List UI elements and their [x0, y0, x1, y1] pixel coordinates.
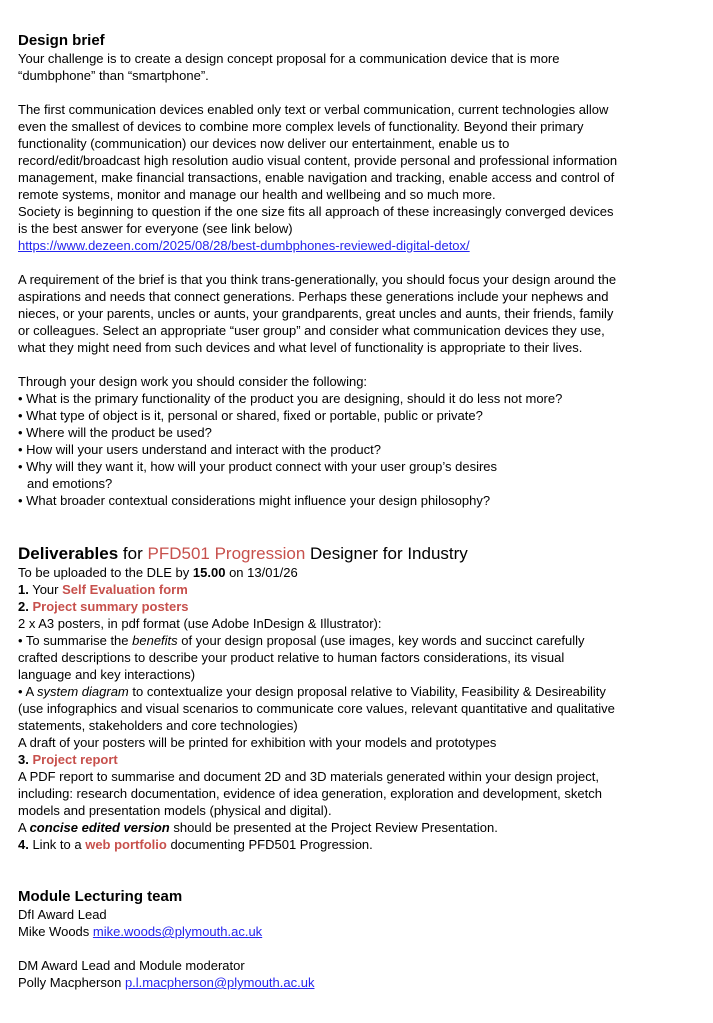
blank-line	[18, 254, 697, 271]
text-segment: models and presentation models (physical and digital).	[18, 803, 332, 818]
text-line	[18, 802, 697, 819]
text-segment: Your	[28, 582, 63, 597]
blank-line	[18, 356, 697, 373]
text-line	[18, 957, 697, 974]
text-line	[18, 203, 697, 220]
text-line	[18, 564, 697, 581]
text-line	[18, 906, 697, 923]
text-line	[18, 169, 697, 186]
text-segment: on 13/01/26	[225, 565, 298, 580]
text-segment: Polly Macpherson	[18, 975, 125, 990]
text-segment: of your design proposal (use images, key words and succinct carefully	[177, 633, 585, 648]
bullet-item	[18, 458, 697, 475]
text-segment: “dumbphone” than “smartphone”.	[18, 68, 209, 83]
text-segment: • A	[18, 684, 38, 699]
text-line	[18, 50, 697, 67]
text-segment: Through your design work you should consider the following:	[18, 374, 368, 389]
text-line	[18, 288, 697, 305]
text-line	[18, 186, 697, 203]
text-segment: 1.	[18, 582, 29, 597]
text-segment: remote systems, monitor and manage our health and wellbeing and so much more.	[18, 187, 496, 202]
text-line	[18, 339, 697, 356]
text-segment: including: research documentation, evidence of idea generation, exploration and development, sketch	[18, 786, 602, 801]
text-segment: The first communication devices enabled only text or verbal communication, current technologies allow	[18, 102, 609, 117]
text-line	[18, 649, 697, 666]
text-segment: 4.	[18, 837, 29, 852]
bullet-item	[18, 492, 697, 509]
text-segment: for	[118, 544, 148, 563]
text-segment: Designer for Industry	[305, 544, 468, 563]
bullet-item-continuation	[18, 475, 697, 492]
blank-line	[18, 940, 697, 957]
polly-macpherson-email-link[interactable]: p.l.macpherson@plymouth.ac.uk	[124, 975, 315, 990]
module-lecturing-team-heading	[18, 887, 697, 906]
deliverable-item-2	[18, 598, 697, 615]
text-segment: A	[18, 820, 30, 835]
text-segment: • How will your users understand and interact with the product?	[18, 442, 381, 457]
text-segment: • What broader contextual considerations might influence your design philosophy?	[18, 493, 491, 508]
deliverable-item-1	[18, 581, 697, 598]
text-segment: Link to a	[28, 837, 86, 852]
text-segment: language and key interactions)	[18, 667, 196, 682]
text-segment: and emotions?	[27, 476, 113, 491]
text-line	[18, 305, 697, 322]
deliverable-item-4	[18, 836, 697, 853]
text-segment: Module Lecturing team	[18, 888, 183, 905]
text-segment: To be uploaded to the DLE by	[18, 565, 193, 580]
text-line	[18, 615, 697, 632]
text-segment: to contextualize your design proposal relative to Viability, Feasibility & Desireability	[128, 684, 606, 699]
text-line	[18, 220, 697, 237]
dezeen-article-link[interactable]: https://www.dezeen.com/2025/08/28/best-dumbphones-reviewed-digital-detox/	[18, 238, 470, 253]
text-line	[18, 101, 697, 118]
deliverables-heading	[18, 543, 697, 564]
text-segment: 2.	[18, 599, 29, 614]
text-segment: Project report	[32, 752, 118, 767]
text-segment: statements, stakeholders and core technologies)	[18, 718, 298, 733]
text-segment: record/edit/broadcast high resolution audio visual content, provide personal and professional information	[18, 153, 618, 168]
text-segment: Design brief	[18, 32, 105, 49]
text-segment: functionality (communication) our devices now deliver our entertainment, enable us to	[18, 136, 510, 151]
text-segment: Your challenge is to create a design concept proposal for a communication device that is more	[18, 51, 560, 66]
text-line	[18, 135, 697, 152]
text-line	[18, 974, 697, 991]
text-segment: system diagram	[37, 684, 129, 699]
blank-line	[18, 526, 697, 543]
text-segment: • What is the primary functionality of the product you are designing, should it do less not more?	[18, 391, 563, 406]
text-segment: crafted descriptions to describe your product relative to human factors considerations, its visual	[18, 650, 565, 665]
bullet-item	[18, 424, 697, 441]
text-line	[18, 67, 697, 84]
text-segment: DM Award Lead and Module moderator	[18, 958, 245, 973]
text-segment: 3.	[18, 752, 29, 767]
text-segment: Deliverables	[18, 544, 119, 563]
text-line	[18, 666, 697, 683]
text-line	[18, 819, 697, 836]
text-segment: A requirement of the brief is that you think trans-generationally, you should focus your design around the	[18, 272, 617, 287]
design-brief-heading	[18, 31, 697, 50]
text-segment: management, make financial transactions, enable navigation and tracking, enable access and control of	[18, 170, 615, 185]
text-segment: aspirations and needs that connect generations. Perhaps these generations include your nephews and	[18, 289, 609, 304]
text-line	[18, 118, 697, 135]
bullet-item	[18, 407, 697, 424]
text-segment: Mike Woods	[18, 924, 93, 939]
text-segment: web portfolio	[85, 837, 167, 852]
text-line	[18, 271, 697, 288]
text-segment: 15.00	[192, 565, 226, 580]
text-segment: 2 x A3 posters, in pdf format (use Adobe InDesign & Illustrator):	[18, 616, 382, 631]
text-segment: • To summarise the	[18, 633, 133, 648]
blank-line	[18, 509, 697, 526]
text-line	[18, 373, 697, 390]
text-segment: nieces, or your parents, uncles or aunts, your grandparents, great uncles and aunts, their friends, family	[18, 306, 614, 321]
text-segment: concise edited version	[29, 820, 170, 835]
text-line	[18, 734, 697, 751]
text-segment: is the best answer for everyone (see link below)	[18, 221, 293, 236]
blank-line	[18, 853, 697, 870]
text-segment: or colleagues. Select an appropriate “user group” and consider what communication devices they use,	[18, 323, 605, 338]
text-segment: documenting PFD501 Progression.	[166, 837, 373, 852]
text-line	[18, 768, 697, 785]
bullet-item	[18, 632, 697, 649]
mike-woods-email-link[interactable]: mike.woods@plymouth.ac.uk	[92, 924, 263, 939]
text-segment: Self Evaluation form	[62, 582, 188, 597]
text-segment: what they might need from such devices and what level of functionality is appropriate to their lives.	[18, 340, 583, 355]
text-segment: should be presented at the Project Review Presentation.	[169, 820, 498, 835]
text-segment: • Where will the product be used?	[18, 425, 212, 440]
text-segment: benefits	[132, 633, 178, 648]
text-line	[18, 923, 697, 940]
deliverable-item-3	[18, 751, 697, 768]
text-line	[18, 237, 697, 254]
text-line	[18, 717, 697, 734]
text-segment: Project summary posters	[32, 599, 189, 614]
blank-line	[18, 870, 697, 887]
text-segment: (use infographics and visual scenarios to communicate core values, relevant quantitative and qualitative	[18, 701, 615, 716]
text-line	[18, 152, 697, 169]
text-segment: DfI Award Lead	[18, 907, 107, 922]
text-segment: • Why will they want it, how will your product connect with your user group’s desires	[18, 459, 498, 474]
text-segment: A draft of your posters will be printed for exhibition with your models and prototypes	[18, 735, 497, 750]
bullet-item	[18, 441, 697, 458]
blank-line	[18, 84, 697, 101]
text-segment: A PDF report to summarise and document 2D and 3D materials generated within your design project,	[18, 769, 599, 784]
text-segment: Society is beginning to question if the one size fits all approach of these increasingly converged devices	[18, 204, 614, 219]
text-line	[18, 322, 697, 339]
text-segment: PFD501 Progression	[147, 544, 306, 563]
bullet-item	[18, 683, 697, 700]
text-line	[18, 700, 697, 717]
bullet-item	[18, 390, 697, 407]
text-segment: even the smallest of devices to combine more complex levels of functionality. Beyond their primary	[18, 119, 584, 134]
text-segment: • What type of object is it, personal or shared, fixed or portable, public or private?	[18, 408, 483, 423]
text-line	[18, 785, 697, 802]
